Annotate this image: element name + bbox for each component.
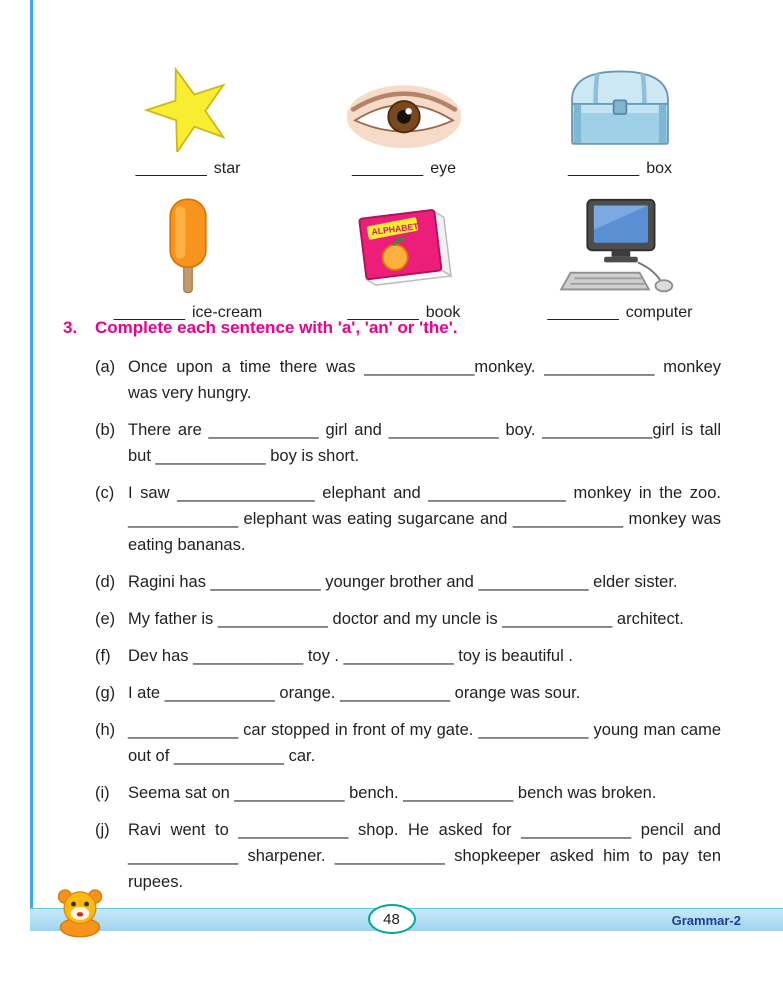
footer-book-label: Grammar-2 bbox=[671, 913, 741, 928]
page-number-badge bbox=[368, 904, 416, 934]
item-text: I saw _______________ elephant and _______________ monkey in the zoo. ____________ elephant was eating sugarcane and ____________ monkey was eating bananas. bbox=[128, 484, 721, 554]
caption-blank: ________ bbox=[352, 160, 424, 177]
item-letter: (c) bbox=[95, 484, 115, 502]
caption-blank: ________ bbox=[135, 160, 207, 177]
caption-label: star bbox=[213, 160, 241, 177]
item-text: There are ____________ girl and ____________ boy. ____________girl is tall but ____________ boy is short. bbox=[128, 421, 721, 465]
caption-label: ice-cream bbox=[191, 304, 263, 321]
item-letter: (d) bbox=[95, 573, 116, 591]
section-number: 3. bbox=[63, 318, 78, 337]
picture-item bbox=[345, 196, 463, 322]
exercise-item bbox=[95, 606, 721, 632]
book-icon bbox=[345, 196, 463, 296]
section-heading bbox=[63, 318, 721, 338]
exercise-item bbox=[95, 569, 721, 595]
picture-item bbox=[114, 196, 262, 322]
item-letter: (h) bbox=[95, 721, 116, 739]
exercise-item bbox=[95, 417, 721, 469]
exercise-item bbox=[95, 717, 721, 769]
eye-icon bbox=[344, 52, 464, 152]
star-icon bbox=[142, 52, 234, 152]
item-letter: (f) bbox=[95, 647, 111, 665]
item-letter: (e) bbox=[95, 610, 116, 628]
item-text: Ravi went to ____________ shop. He asked for ____________ pencil and ____________ sharpener. ____________ shopkeeper asked him to pay ten rupees. bbox=[128, 821, 721, 891]
exercise-item bbox=[95, 643, 721, 669]
item-text: ____________ car stopped in front of my gate. ____________ young man came out of ____________ car. bbox=[128, 721, 721, 765]
caption-blank: ________ bbox=[547, 304, 619, 321]
computer-icon bbox=[559, 196, 681, 296]
item-text: Once upon a time there was ____________monkey. ____________ monkey was very hungry. bbox=[128, 358, 721, 402]
item-letter: (b) bbox=[95, 421, 116, 439]
item-letter: (a) bbox=[95, 358, 116, 376]
exercise-item bbox=[95, 817, 721, 895]
picture-caption bbox=[136, 160, 241, 178]
exercise-3 bbox=[63, 318, 721, 906]
item-letter: (i) bbox=[95, 784, 110, 802]
exercise-item bbox=[95, 780, 721, 806]
caption-label: box bbox=[646, 160, 672, 177]
exercise-item bbox=[95, 480, 721, 558]
caption-label: book bbox=[425, 304, 461, 321]
item-text: Dev has ____________ toy . ____________ toy is beautiful . bbox=[128, 647, 573, 665]
ice-cream-icon bbox=[158, 196, 218, 296]
item-text: My father is ____________ doctor and my uncle is ____________ architect. bbox=[128, 610, 684, 628]
picture-caption bbox=[568, 160, 672, 178]
item-letter: (g) bbox=[95, 684, 116, 702]
exercise-item bbox=[95, 354, 721, 406]
page-number: 48 bbox=[383, 910, 400, 928]
box-icon bbox=[561, 52, 679, 152]
caption-blank: ________ bbox=[113, 304, 185, 321]
caption-label: eye bbox=[430, 160, 456, 177]
caption-blank: ________ bbox=[347, 304, 419, 321]
picture-item bbox=[344, 52, 464, 178]
caption-blank: ________ bbox=[568, 160, 640, 177]
book-cover-text: ALPHABET bbox=[370, 221, 420, 237]
picture-item bbox=[548, 196, 693, 322]
item-letter: (j) bbox=[95, 821, 110, 839]
picture-item bbox=[136, 52, 241, 178]
mascot-character-icon bbox=[52, 886, 108, 943]
caption-label: computer bbox=[625, 304, 693, 321]
picture-caption bbox=[352, 160, 456, 178]
left-border-line bbox=[30, 0, 33, 930]
item-text: I ate ____________ orange. ____________ orange was sour. bbox=[128, 684, 581, 702]
picture-item bbox=[561, 52, 679, 178]
section-title: Complete each sentence with 'a', 'an' or 'the'. bbox=[95, 318, 458, 337]
picture-exercise bbox=[80, 52, 728, 322]
item-text: Seema sat on ____________ bench. ____________ bench was broken. bbox=[128, 784, 657, 802]
exercise-item bbox=[95, 680, 721, 706]
item-text: Ragini has ____________ younger brother and ____________ elder sister. bbox=[128, 573, 678, 591]
